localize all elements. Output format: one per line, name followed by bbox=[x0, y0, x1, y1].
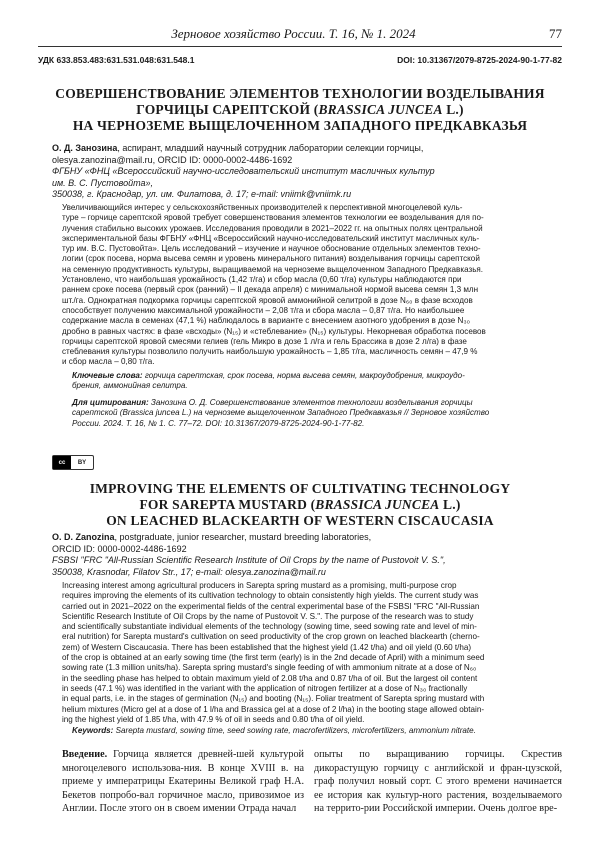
ru-keywords: Ключевые слова: горчица сарептская, срок посева, норма высева семян, макроудобрения, микроудо- брения, аммонийная селитра. bbox=[72, 371, 465, 391]
udk: УДК 633.853.483:631.531.048:631.548.1 bbox=[38, 55, 195, 65]
en-title-line-2: FOR SAREPTA MUSTARD (BRASSICA JUNCEA L.) bbox=[139, 497, 461, 512]
ru-author-block: О. Д. Занозина, аспирант, младший научный сотрудник лаборатории селекции горчицы, olesya.zanozina@mail.ru, ORCID ID: 0000-0002-4486-1692 ФГБНУ «ФНЦ «Всероссийский научно-исследовательский институт масличных культур им. В. С. Пустовойта», 350038, г. Краснодар, ул. им. Филатова, д. 17; e-mail: vniimk@vniimk.ru bbox=[52, 143, 560, 201]
ru-title-line-2: ГОРЧИЦЫ САРЕПТСКОЙ (BRASSICA JUNCEA L.) bbox=[136, 102, 464, 117]
cc-icon: cc bbox=[53, 456, 71, 469]
ru-author-contact: olesya.zanozina@mail.ru, ORCID ID: 0000-0002-4486-1692 bbox=[52, 154, 293, 165]
meta-line bbox=[38, 55, 562, 65]
ru-abstract: Увеличивающийся интерес у сельскохозяйственных производителей к перспективной многоцелевой куль- туре – горчице сарептской яровой требует совершенствования элементов технологии ее возделывания для по- лучения стабильно высоких урожаев. Исследования проводили в 2021–2022 гг. на опытных полях центральной экспериментальной базы ФГБНУ «ФНЦ «Всероссийский научно-исследовательский институт масличных куль- тур им. В.С. Пустовойта». Цель исследований – изучение и научное обоснование отдельных элементов техно- логии (срок посева, норма высева семян и уровень минерального питания) возделывания горчицы сарептской на семенную продуктивность культуры, выращиваемой на черноземе выщелоченном Западного Предкавказья. Установлено, что наибольшая урожайность (1,42 т/га) и сбор масла (0,60 т/га) культуры наблюдаются при раннем сроке посева (первый срок (ранний) – II декада апреля) с минимальной нормой высева семян 1,3 млн шт./га. Однократная подкормка горчицы сарептской яровой аммонийной селитрой в дозе N₆₀ в фазе всходов способствует получению максимальной урожайности – 2,08 т/га и сбора масла – 0,87 т/га. Но наибольшее содержание масла в семенах (47,1 %) наблюдалось в варианте с внесением азотного удобрения в дозе N₃₀ дробно в равных частях: в фазе «всходы» (N₁₅) и «стеблевание» (N₁₅) культуры. Некорневая обработка посевов горчицы сарептской яровой смесями гелиев (гель Микро в дозе 1 л/га и гель Брассика в дозе 2 л/га) в фазе стеблевания культуры позволило получить наибольшую урожайность – 1,85 т/га, масличность семян – 47,9 % и сбор масла – 0,80 т/га. bbox=[62, 203, 486, 367]
page-number: 77 bbox=[549, 26, 562, 41]
intro-text-left: Горчица является древней-шей культурой многоцелевого использова-ния. В конце XVIII в. на приеме у императрицы Екатерины Великой граф Н.А. Бекетов попробо-вал горчичное масло, привозимое из Англии. После этого он в своем имении Отрада начал bbox=[62, 749, 304, 814]
intro-text-right: опыты по выращиванию горчицы. Скрестив дикорастущую горчицу с английской и фран-цузской, граф получил новый сорт. С этого времени начинается ее история как культур-ного растения, возделываемого на террито-рии Российской империи. Очень долгое вре- bbox=[314, 749, 562, 814]
ru-title bbox=[38, 86, 562, 134]
by-icon: BY bbox=[77, 459, 87, 466]
running-header bbox=[38, 22, 562, 42]
en-title bbox=[38, 481, 562, 529]
en-title-line-3: ON LEACHED BLACKEARTH OF WESTERN CISCAUCASIA bbox=[106, 513, 494, 528]
en-abstract: Increasing interest among agricultural producers in Sarepta spring mustard as a promising, multi-purpose crop requires improving the elements of its cultivation technology to obtain consistently high yields. The current study was carried out in 2021–2022 on the experimental fields of the central experimental base of the FSBSI "FRC "All-Russian Scientific Research Institute of Oil Crops by the name of Pustovoit V. S.". The purpose of the research was to study and scientifically substantiate individual elements of the technology (sowing time, seed sowing rate and level of min- eral nutrition) for Sarepta mustard's cultivation on seed productivity of the crop grown on leached blackearth (cherno- zem) of Western Ciscaucasia. There has been established that the highest yield (1.42 t/ha) and oil yield (0.60 t/ha) of the crop is obtained at an early sowing time (the first term (early) is in the 2nd decade of April) with a minimum seed sowing rate (1.3 million units/ha). Sarepta spring mustard's single feeding of with ammonium nitrate at a dose of N₆₀ in the seedling phase has helped to obtain maximum yield of 2.08 t/ha and 0.87 t/ha of oil. But the largest oil content in seeds (47.1 %) was identified in the variant with the application of nitrogen fertilizer at a dose of N₃₀ fractionally in equal parts, i.e. in the stages of germination (N₁₅) and booting (N₁₅). Foliar treatment of Sarepta spring mustard with helium mixtures (Micro gel at a dose of 1 l/ha and Brassica gel at a dose of 2 l/ha) in the booting stage allowed obtain- ing the highest yield of 1.85 t/ha, with 47.9 % of oil in seeds and 0.80 t/ha of oil yield. bbox=[62, 581, 485, 724]
en-title-line-1: IMPROVING THE ELEMENTS OF CULTIVATING TECHNOLOGY bbox=[89, 481, 511, 496]
body-column-right bbox=[314, 748, 562, 816]
ru-title-line-1: СОВЕРШЕНСТВОВАНИЕ ЭЛЕМЕНТОВ ТЕХНОЛОГИИ ВОЗДЕЛЫВАНИЯ bbox=[55, 86, 545, 101]
en-affiliation-2: 350038, Krasnodar, Filatov Str., 17; e-mail: olesya.zanozina@mail.ru bbox=[52, 566, 326, 577]
en-author-block: O. D. Zanozina, postgraduate, junior researcher, mustard breeding laboratories, ORCID ID: 0000-0002-4486-1692 FSBSI "FRC "All-Russian Scientific Research Institute of Oil Crops by the name of Pustovoit V. S.", 350038, Krasnodar, Filatov Str., 17; e-mail: olesya.zanozina@mail.ru bbox=[52, 532, 560, 578]
ru-affiliation-1: ФГБНУ «ФНЦ «Всероссийский научно-исследовательский институт масличных культур bbox=[52, 166, 435, 176]
doi: DOI: 10.31367/2079-8725-2024-90-1-77-82 bbox=[397, 55, 562, 65]
ru-affiliation-3: 350038, г. Краснодар, ул. им. Филатова, д. 17; e-mail: vniimk@vniimk.ru bbox=[52, 189, 352, 199]
cc-by-license-badge[interactable] bbox=[52, 455, 94, 470]
ru-affiliation-2: им. В. С. Пустовойта», bbox=[52, 177, 154, 188]
intro-heading: Введение. bbox=[62, 749, 108, 760]
ru-author-name: О. Д. Занозина bbox=[52, 143, 118, 153]
header-rule bbox=[38, 46, 562, 47]
journal-title: Зерновое хозяйство России. Т. 16, № 1. 2024 bbox=[171, 26, 416, 41]
en-affiliation-1: FSBSI "FRC "All-Russian Scientific Research Institute of Oil Crops by the name of Pustovoit V. S.", bbox=[52, 555, 446, 565]
en-author-contact: ORCID ID: 0000-0002-4486-1692 bbox=[52, 543, 187, 554]
en-author-name: O. D. Zanozina bbox=[52, 532, 115, 542]
ru-citation: Для цитирования: Занозина О. Д. Совершенствование элементов технологии возделывания горчицы сарептской (Brassica juncea L.) на черноземе выщелоченном Западного Предкавказья // Зерновое хозяйство России. 2024. Т. 16, № 1. С. 77–72. DOI: 10.31367/2079-8725-2024-90-1-77-82. bbox=[72, 398, 490, 428]
en-keywords: Keywords: Sarepta mustard, sowing time, seed sowing rate, macrofertilizers, microfertilizers, ammonium nitrate. bbox=[72, 726, 476, 735]
body-column-left bbox=[62, 748, 304, 816]
ru-title-line-3: НА ЧЕРНОЗЕМЕ ВЫЩЕЛОЧЕННОМ ЗАПАДНОГО ПРЕДКАВКАЗЬЯ bbox=[72, 118, 528, 133]
